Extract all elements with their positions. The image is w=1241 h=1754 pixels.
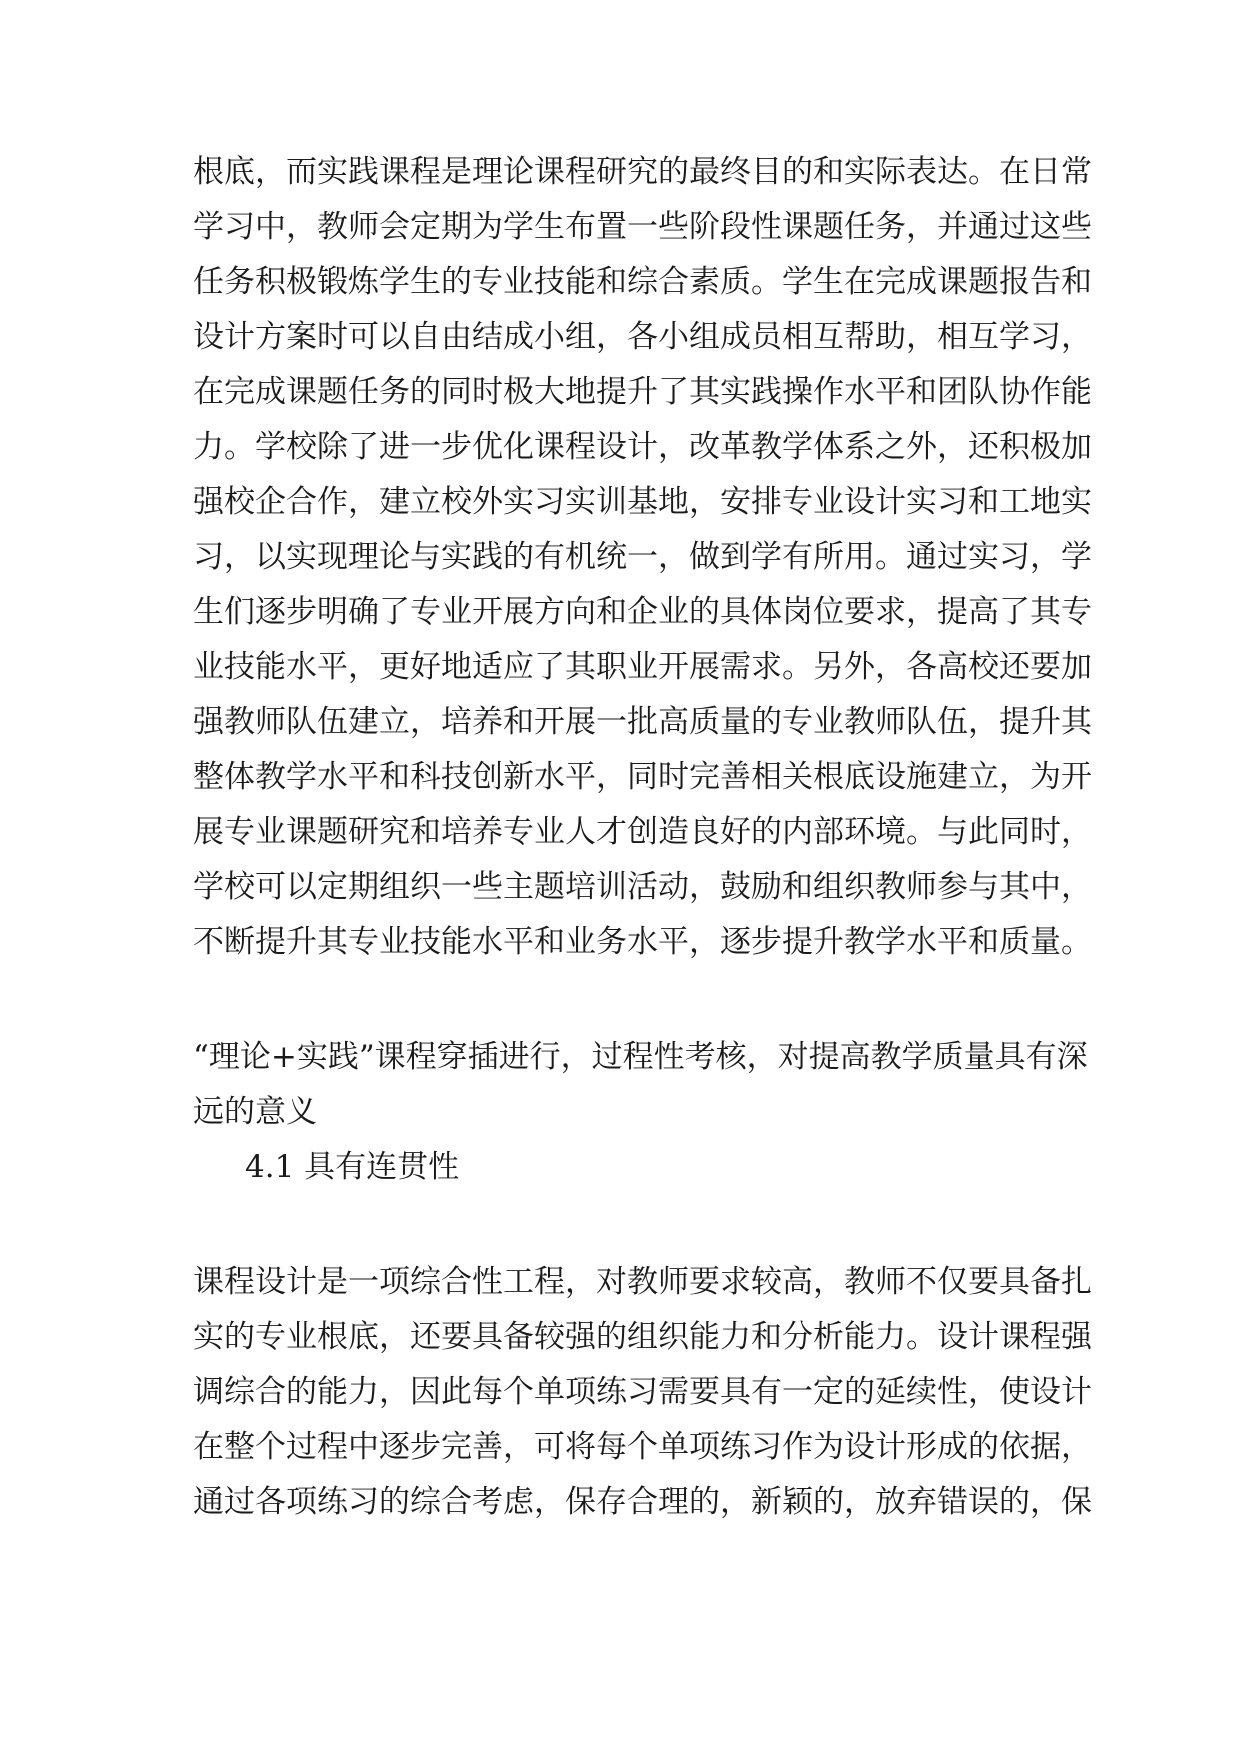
body-text-line: 强校企合作，建立校外实习实训基地，安排专业设计实习和工地实 <box>193 484 1092 520</box>
body-text-line: 实的专业根底，还要具备较强的组织能力和分析能力。设计课程强 <box>193 1319 1092 1355</box>
body-text-line: 任务积极锻炼学生的专业技能和综合素质。学生在完成课题报告和 <box>193 264 1092 300</box>
body-text-line: 设计方案时可以自由结成小组，各小组成员相互帮助，相互学习， <box>193 319 1092 355</box>
body-text-line: 生们逐步明确了专业开展方向和企业的具体岗位要求，提高了其专 <box>193 594 1092 630</box>
body-text-line: 学校可以定期组织一些主题培训活动，鼓励和组织教师参与其中， <box>193 869 1092 905</box>
subsection-heading: 4.1 具有连贯性 <box>245 1149 460 1185</box>
body-text-line: 习，以实现理论与实践的有机统一，做到学有所用。通过实习，学 <box>193 539 1092 575</box>
body-text-line: 不断提升其专业技能水平和业务水平，逐步提升教学水平和质量。 <box>193 924 1092 960</box>
body-text-line: 在整个过程中逐步完善，可将每个单项练习作为设计形成的依据， <box>193 1429 1092 1465</box>
section-heading-line: “理论+实践”课程穿插进行，过程性考核，对提高教学质量具有深 <box>193 1039 1088 1075</box>
body-text-line: 强教师队伍建立，培养和开展一批高质量的专业教师队伍，提升其 <box>193 704 1092 740</box>
body-text-line: 课程设计是一项综合性工程，对教师要求较高，教师不仅要具备扎 <box>193 1264 1092 1300</box>
section-heading-line: 远的意义 <box>193 1094 317 1130</box>
body-text-line: 调综合的能力，因此每个单项练习需要具有一定的延续性，使设计 <box>193 1374 1092 1410</box>
body-text-line: 学习中，教师会定期为学生布置一些阶段性课题任务，并通过这些 <box>193 209 1092 245</box>
body-text-line: 力。学校除了进一步优化课程设计，改革教学体系之外，还积极加 <box>193 429 1092 465</box>
body-text-line: 根底，而实践课程是理论课程研究的最终目的和实际表达。在日常 <box>193 154 1092 190</box>
body-text-line: 在完成课题任务的同时极大地提升了其实践操作水平和团队协作能 <box>193 374 1092 410</box>
body-text-line: 业技能水平，更好地适应了其职业开展需求。另外，各高校还要加 <box>193 649 1092 685</box>
body-text-line: 通过各项练习的综合考虑，保存合理的，新颖的，放弃错误的，保 <box>193 1484 1092 1520</box>
body-text-line: 展专业课题研究和培养专业人才创造良好的内部环境。与此同时， <box>193 814 1092 850</box>
body-text-line: 整体教学水平和科技创新水平，同时完善相关根底设施建立，为开 <box>193 759 1092 795</box>
